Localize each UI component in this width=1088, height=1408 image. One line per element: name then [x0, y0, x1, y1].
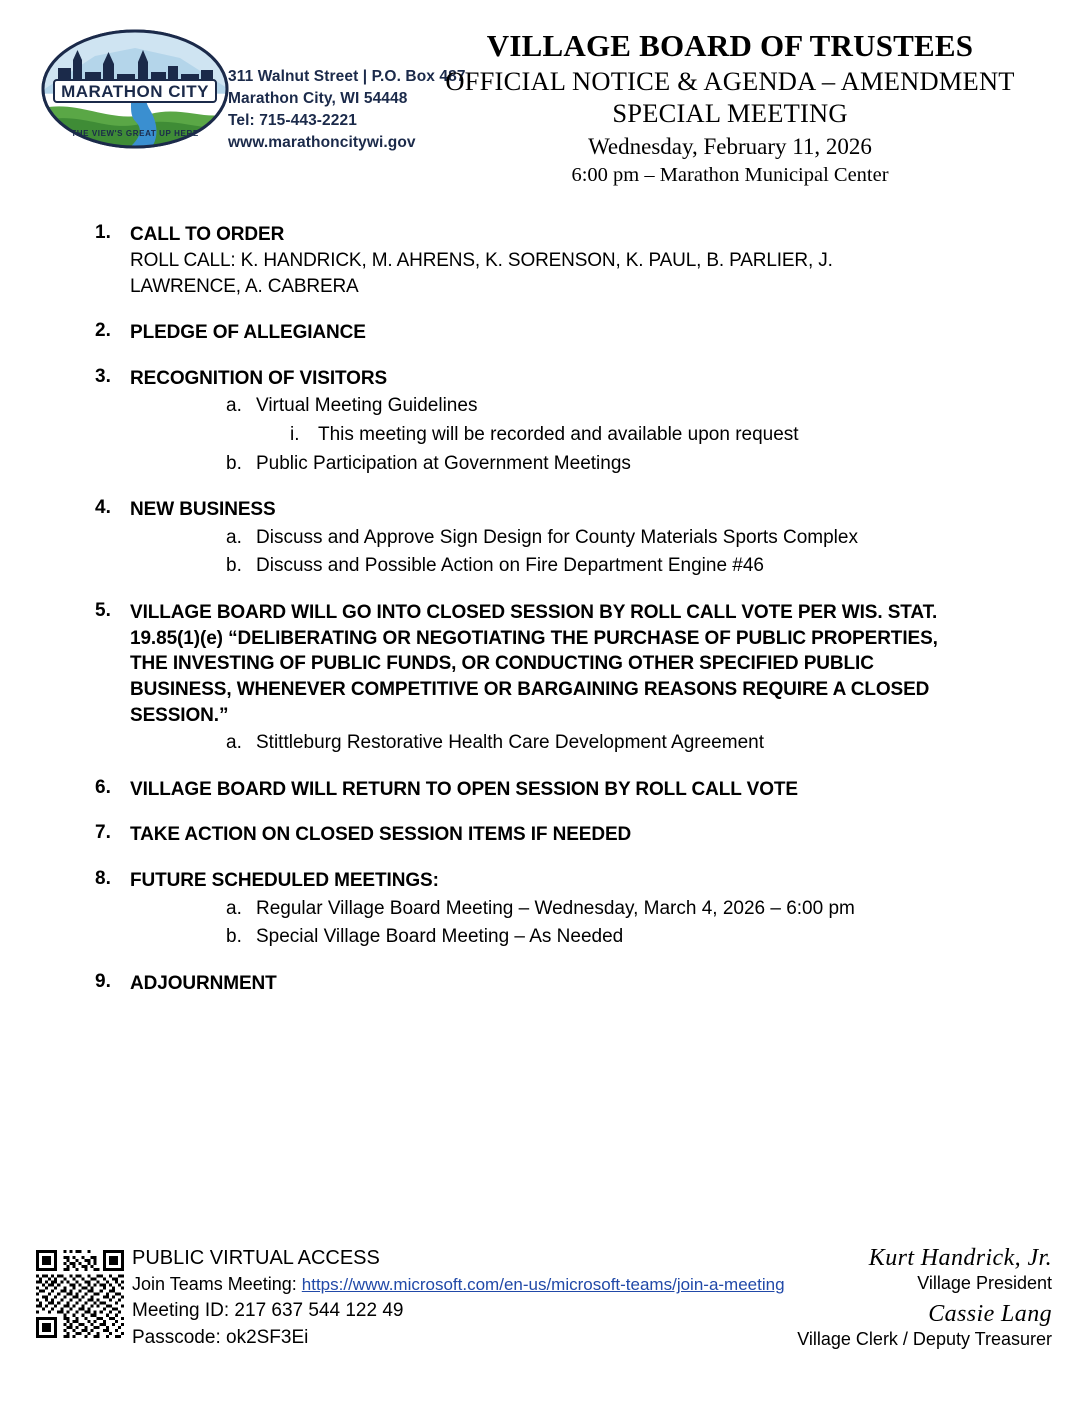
agenda-item-number: 2. [95, 320, 111, 342]
signature-block [797, 1244, 1052, 1355]
agenda-subitem [130, 451, 1088, 478]
agenda-subitem-text: Virtual Meeting Guidelines [256, 395, 478, 417]
page-title: VILLAGE BOARD OF TRUSTEES [486, 28, 974, 63]
document-header [0, 0, 1088, 195]
agenda-item [0, 320, 1088, 346]
agenda-subitems [130, 393, 1088, 477]
agenda-subitem-text: Discuss and Possible Action on Fire Department Engine #46 [256, 555, 764, 577]
agenda-subitem-marker: a. [226, 732, 242, 754]
agenda-subitem-marker: a. [226, 526, 242, 548]
teams-meeting-link[interactable]: https://www.microsoft.com/en-us/microsoft-teams/join-a-meeting [301, 1275, 785, 1295]
agenda-subitem-marker: b. [226, 452, 242, 474]
public-virtual-access [132, 1244, 785, 1352]
signature-role-clerk: Village Clerk / Deputy Treasurer [797, 1329, 1052, 1350]
svg-text:THE VIEW'S GREAT UP HERE: THE VIEW'S GREAT UP HERE [71, 129, 199, 138]
agenda-item [0, 971, 1088, 997]
join-meeting-line [132, 1272, 785, 1298]
agenda-subitem [130, 553, 1088, 580]
agenda-subitem-text: Discuss and Approve Sign Design for County Materials Sports Complex [256, 526, 858, 548]
document-footer [0, 1244, 1088, 1384]
svg-text:MARATHON CITY: MARATHON CITY [61, 82, 209, 101]
signature-name-president: Kurt Handrick, Jr. [868, 1245, 1052, 1271]
agenda-subitems [130, 730, 1088, 757]
qr-code-icon [36, 1250, 124, 1338]
agenda-subitem-marker: a. [226, 395, 242, 417]
agenda-subitem-text: Public Participation at Government Meetings [256, 452, 631, 474]
meeting-time-location: 6:00 pm – Marathon Municipal Center [571, 164, 889, 187]
agenda-subitem [130, 525, 1088, 552]
agenda-item-title: NEW BUSINESS [130, 499, 276, 521]
agenda-subitem-marker: b. [226, 926, 242, 948]
agenda-item-number: 9. [95, 970, 111, 992]
contact-address-line2: Marathon City, WI 54448 [228, 90, 408, 107]
agenda-list [0, 222, 1088, 1017]
agenda-item-title: ADJOURNMENT [130, 972, 277, 994]
agenda-item-number: 5. [95, 599, 111, 621]
agenda-item-number: 4. [95, 497, 111, 519]
agenda-item [0, 222, 1088, 300]
agenda-subitem [130, 730, 1088, 757]
agenda-subitem-text: Stittleburg Restorative Health Care Development Agreement [256, 732, 764, 754]
agenda-item-title: CALL TO ORDER [130, 224, 285, 245]
agenda-subitem [130, 393, 1088, 420]
meeting-date: Wednesday, February 11, 2026 [588, 134, 872, 160]
page-subtitle-notice: OFFICIAL NOTICE & AGENDA – AMENDMENT [445, 65, 1015, 96]
agenda-item [0, 822, 1088, 848]
marathon-city-logo-icon [40, 28, 230, 150]
village-logo [40, 28, 230, 153]
agenda-subitem-marker: b. [226, 555, 242, 577]
agenda-subitem-marker: a. [226, 897, 242, 919]
contact-phone: Tel: 715-443-2221 [228, 112, 357, 129]
page-subtitle-meeting-type: SPECIAL MEETING [612, 97, 848, 128]
agenda-item-number: 7. [95, 822, 111, 844]
agenda-subitems [130, 896, 1088, 951]
join-meeting-label: Join Teams Meeting: [132, 1274, 297, 1295]
agenda-item-number: 3. [95, 365, 111, 387]
agenda-subitem [130, 896, 1088, 923]
agenda-item [0, 366, 1088, 477]
agenda-subitem-nested [130, 422, 1088, 449]
agenda-item-title: RECOGNITION OF VISITORS [130, 367, 388, 389]
agenda-subitem-text: Regular Village Board Meeting – Wednesday, March 4, 2026 – 6:00 pm [256, 897, 855, 919]
agenda-item-number: 8. [95, 868, 111, 890]
agenda-item [0, 600, 1088, 757]
agenda-subitem-marker: i. [290, 423, 300, 445]
agenda-item-title: VILLAGE BOARD WILL RETURN TO OPEN SESSION BY ROLL CALL VOTE [130, 778, 798, 800]
meeting-id: Meeting ID: 217 637 544 122 49 [132, 1299, 404, 1321]
agenda-item-number: 6. [95, 776, 111, 798]
agenda-item-number: 1. [95, 222, 111, 243]
virtual-access-title: PUBLIC VIRTUAL ACCESS [132, 1247, 380, 1269]
contact-address-line1: 311 Walnut Street | P.O. Box 487 [228, 68, 466, 85]
agenda-item-title: PLEDGE OF ALLEGIANCE [130, 322, 366, 344]
agenda-item-title: TAKE ACTION ON CLOSED SESSION ITEMS IF NEEDED [130, 824, 632, 846]
agenda-subitem-text: Special Village Board Meeting – As Needed [256, 926, 624, 948]
contact-website: www.marathoncitywi.gov [228, 134, 416, 151]
agenda-item-roll-call: ROLL CALL: K. HANDRICK, M. AHRENS, K. SORENSON, K. PAUL, B. PARLIER, J. LAWRENCE, A. CABRERA [130, 249, 833, 297]
signature-name-clerk: Cassie Lang [928, 1300, 1052, 1327]
agenda-item [0, 497, 1088, 580]
agenda-item [0, 777, 1088, 803]
agenda-item-title: FUTURE SCHEDULED MEETINGS: [130, 870, 439, 892]
document-title-block [410, 28, 1050, 189]
meeting-passcode: Passcode: ok2SF3Ei [132, 1326, 309, 1348]
agenda-item-title: VILLAGE BOARD WILL GO INTO CLOSED SESSION BY ROLL CALL VOTE PER WIS. STAT. 19.85(1)(e) “DELIBERATING OR NEGOTIATING THE PURCHASE OF PUBLIC PROPERTIES, THE INVESTING OF PUBLIC FUNDS, OR CONDUCTING OTHER SPECIFIED PUBLIC BUSINESS, WHENEVER COMPETITIVE OR BARGAINING REASONS REQUIRE A CLOSED SESSION.” [130, 601, 938, 726]
agenda-item [0, 868, 1088, 951]
agenda-subitems [130, 525, 1088, 580]
signature-role-president: Village President [917, 1273, 1052, 1294]
agenda-subitem-text: This meeting will be recorded and available upon request [318, 423, 799, 445]
agenda-subitem [130, 924, 1088, 951]
